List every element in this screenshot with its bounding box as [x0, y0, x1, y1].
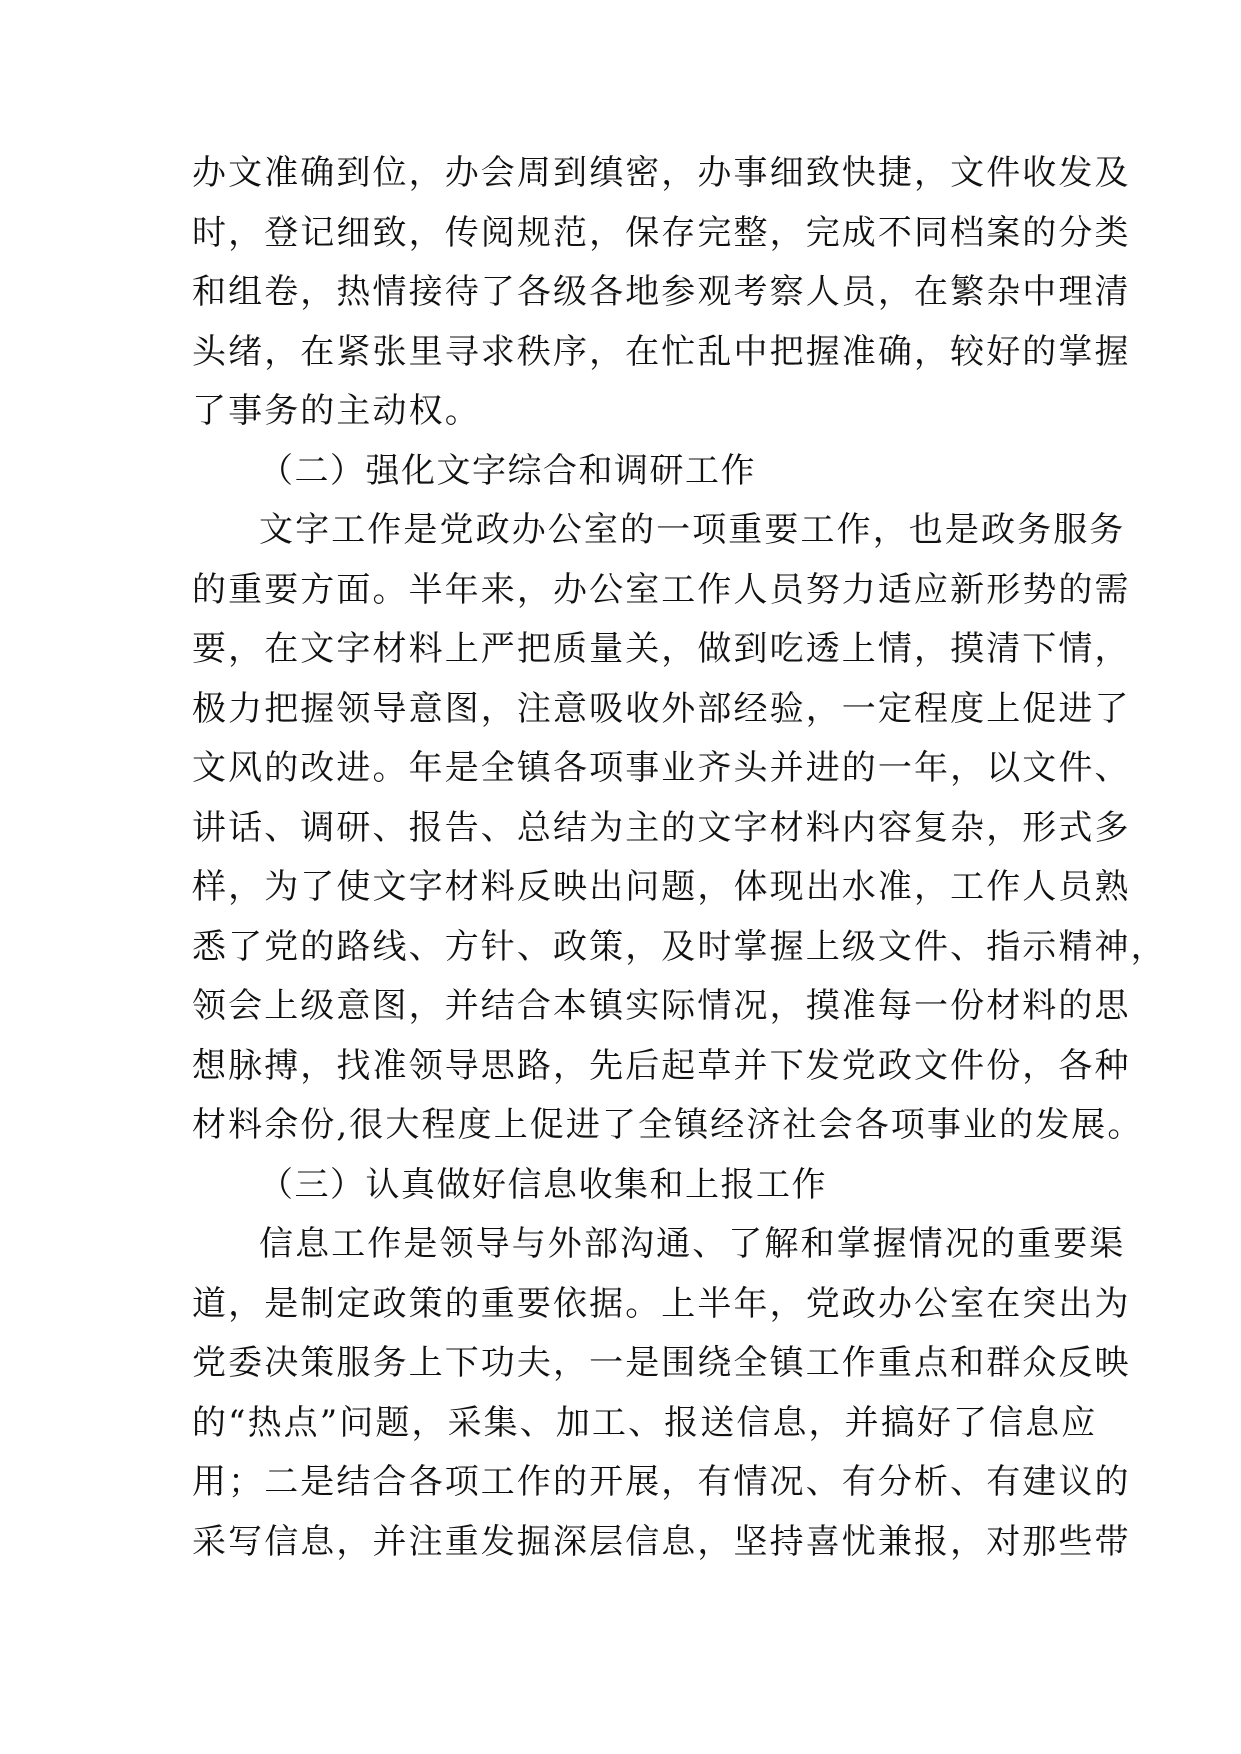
body-text-line: 时，登记细致，传阅规范，保存完整，完成不同档案的分类: [192, 213, 1131, 253]
body-text-line: 用；二是结合各项工作的开展，有情况、有分析、有建议的: [192, 1462, 1131, 1502]
paragraph-first-line: 文字工作是党政办公室的一项重要工作，也是政务服务: [259, 510, 1126, 550]
body-text-line: 样，为了使文字材料反映出问题，体现出水准，工作人员熟: [192, 867, 1131, 907]
body-text-line: 办文准确到位，办会周到缜密，办事细致快捷，文件收发及: [192, 153, 1131, 193]
body-text-line: 采写信息，并注重发掘深层信息，坚持喜忧兼报，对那些带: [192, 1522, 1131, 1562]
body-text-line: 党委决策服务上下功夫，一是围绕全镇工作重点和群众反映: [192, 1343, 1131, 1383]
body-text-line: 头绪，在紧张里寻求秩序，在忙乱中把握准确，较好的掌握: [192, 332, 1131, 372]
body-text-line: 要，在文字材料上严把质量关，做到吃透上情，摸清下情，: [192, 629, 1131, 669]
paragraph-first-line: 信息工作是领导与外部沟通、了解和掌握情况的重要渠: [259, 1224, 1126, 1264]
section-heading: （二）强化文字综合和调研工作: [259, 451, 756, 491]
body-text-line: 讲话、调研、报告、总结为主的文字材料内容复杂，形式多: [192, 808, 1131, 848]
body-text-line: 极力把握领导意图，注意吸收外部经验，一定程度上促进了: [192, 689, 1131, 729]
body-text-line: 的“热点”问题，采集、加工、报送信息，并搞好了信息应: [192, 1403, 1098, 1443]
body-text-line: 想脉搏，找准领导思路，先后起草并下发党政文件份，各种: [192, 1046, 1131, 1086]
body-text-line: 道，是制定政策的重要依据。上半年，党政办公室在突出为: [192, 1284, 1131, 1324]
body-text-line: 领会上级意图，并结合本镇实际情况，摸准每一份材料的思: [192, 986, 1131, 1026]
body-text-line: 材料余份,很大程度上促进了全镇经济社会各项事业的发展。: [192, 1105, 1144, 1145]
body-text-line: 的重要方面。半年来，办公室工作人员努力适应新形势的需: [192, 570, 1131, 610]
body-text-line: 文风的改进。年是全镇各项事业齐头并进的一年，以文件、: [192, 748, 1131, 788]
body-text-line: 了事务的主动权。: [192, 391, 481, 431]
body-text-line: 和组卷，热情接待了各级各地参观考察人员，在繁杂中理清: [192, 272, 1131, 312]
body-text-line: 悉了党的路线、方针、政策，及时掌握上级文件、指示精神，: [192, 927, 1167, 967]
section-heading: （三）认真做好信息收集和上报工作: [259, 1165, 827, 1205]
